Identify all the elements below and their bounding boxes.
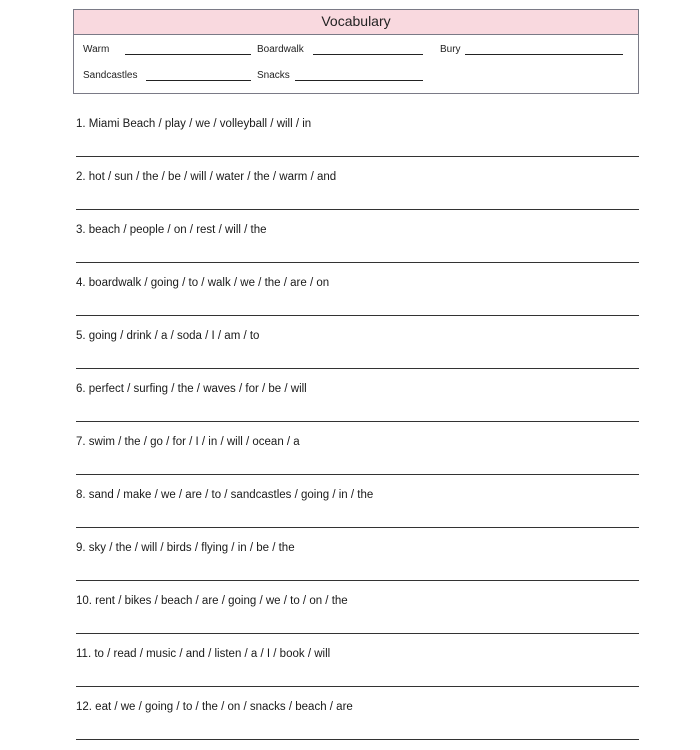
answer-line-1[interactable] (76, 156, 639, 157)
vocab-blank (295, 80, 423, 81)
vocabulary-title: Vocabulary (74, 10, 638, 35)
answer-line-6[interactable] (76, 421, 639, 422)
vocab-word-sandcastles (83, 70, 137, 82)
question-5: 5. going / drink / a / soda / I / am / to (76, 330, 260, 342)
answer-line-4[interactable] (76, 315, 639, 316)
vocab-word-label: Bury (440, 44, 461, 55)
vocab-word-bury (440, 44, 461, 56)
vocab-word-label: Snacks (257, 70, 290, 81)
answer-line-12[interactable] (76, 739, 639, 740)
answer-line-3[interactable] (76, 262, 639, 263)
question-2: 2. hot / sun / the / be / will / water / the / warm / and (76, 171, 337, 183)
question-9: 9. sky / the / will / birds / flying / in / be / the (76, 542, 295, 554)
vocab-word-boardwalk (257, 44, 304, 56)
answer-line-5[interactable] (76, 368, 639, 369)
answer-line-11[interactable] (76, 686, 639, 687)
question-11: 11. to / read / music / and / listen / a / I / book / will (76, 648, 331, 660)
vocab-word-snacks (257, 70, 290, 82)
question-10: 10. rent / bikes / beach / are / going / we / to / on / the (76, 595, 348, 607)
answer-line-8[interactable] (76, 527, 639, 528)
answer-line-7[interactable] (76, 474, 639, 475)
vocab-blank (125, 54, 251, 55)
vocab-word-label: Boardwalk (257, 44, 304, 55)
question-7: 7. swim / the / go / for / I / in / will / ocean / a (76, 436, 300, 448)
question-8: 8. sand / make / we / are / to / sandcastles / going / in / the (76, 489, 374, 501)
answer-line-10[interactable] (76, 633, 639, 634)
question-12: 12. eat / we / going / to / the / on / snacks / beach / are (76, 701, 353, 713)
vocab-word-warm (83, 44, 109, 56)
answer-line-9[interactable] (76, 580, 639, 581)
question-6: 6. perfect / surfing / the / waves / for / be / will (76, 383, 307, 395)
vocab-blank (313, 54, 423, 55)
vocabulary-box (73, 9, 639, 94)
vocab-word-label: Warm (83, 44, 110, 55)
vocab-blank (146, 80, 251, 81)
vocab-word-label: Sandcastles (83, 70, 138, 81)
question-4: 4. boardwalk / going / to / walk / we / the / are / on (76, 277, 330, 289)
question-1: 1. Miami Beach / play / we / volleyball / will / in (76, 118, 312, 130)
question-3: 3. beach / people / on / rest / will / the (76, 224, 267, 236)
answer-line-2[interactable] (76, 209, 639, 210)
vocab-blank (465, 54, 623, 55)
